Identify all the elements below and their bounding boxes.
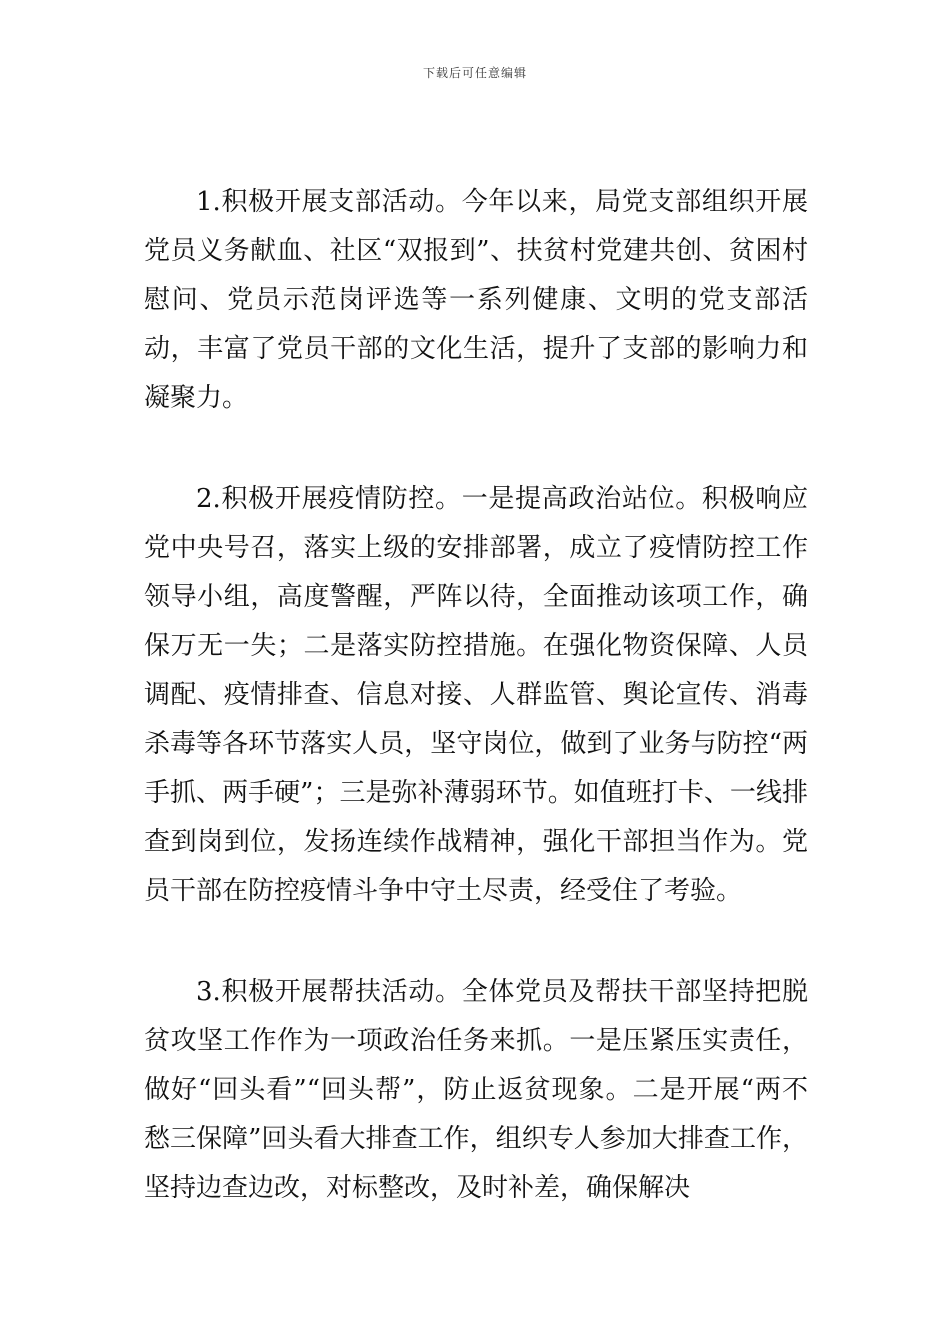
document-body bbox=[144, 178, 808, 1265]
paragraph-assistance-activities: 3.积极开展帮扶活动。全体党员及帮扶干部坚持把脱贫攻坚工作作为一项政治任务来抓。一是压紧压实责任，做好“回头看”“回头帮”，防止返贫现象。二是开展“两不愁三保障”回头看大排查工作，组织专人参加大排查工作，坚持边查边改，对标整改，及时补差，确保解决 bbox=[144, 977, 808, 1203]
page-header: 下载后可任意编辑 bbox=[422, 66, 527, 80]
paragraph-epidemic-control: 2.积极开展疫情防控。一是提高政治站位。积极响应党中央号召，落实上级的安排部署，成立了疫情防控工作领导小组，高度警醒，严阵以待，全面推动该项工作，确保万无一失；二是落实防控措施。在强化物资保障、人员调配、疫情排查、信息对接、人群监管、舆论宣传、消毒杀毒等各环节落实人员，坚守岗位，做到了业务与防控“两手抓、两手硬”；三是弥补薄弱环节。如值班打卡、一线排查到岗到位，发扬连续作战精神，强化干部担当作为。党员干部在防控疫情斗争中守土尽责，经受住了考验。 bbox=[144, 484, 808, 906]
paragraph-branch-activities: 1.积极开展支部活动。今年以来，局党支部组织开展党员义务献血、社区“双报到”、扶贫村党建共创、贫困村慰问、党员示范岗评选等一系列健康、文明的党支部活动，丰富了党员干部的文化生活，提升了支部的影响力和凝聚力。 bbox=[144, 187, 808, 413]
